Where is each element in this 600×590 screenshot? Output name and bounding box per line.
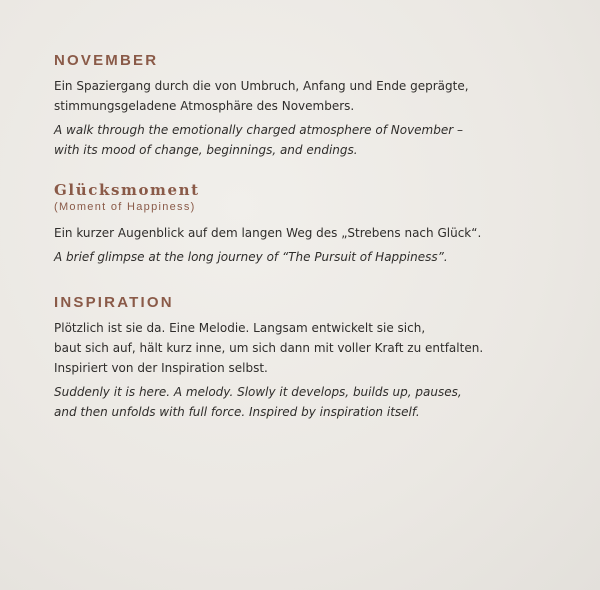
english-description: Suddenly it is here. A melody. Slowly it develops, builds up, pauses, and then unfolds with full force. Inspired by inspiration itself. [54,385,462,419]
section-title: Glücksmoment [54,181,200,199]
german-description: Ein kurzer Augenblick auf dem langen Weg des „Strebens nach Glück“. [54,226,482,240]
german-description: Ein Spaziergang durch die von Umbruch, Anfang und Ende geprägte, stimmungsgeladene Atmosphäre des Novembers. [54,79,469,113]
section-inspiration [54,294,574,422]
german-description: Plötzlich ist sie da. Eine Melodie. Langsam entwickelt sie sich, baut sich auf, hält kurz inne, um sich dann mit voller Kraft zu entfalten. Inspiriert von der Inspiration selbst. [54,321,484,375]
english-description: A brief glimpse at the long journey of “The Pursuit of Happiness”. [54,250,448,264]
section-title: INSPIRATION [54,294,174,311]
section-subtitle: (Moment of Happiness) [54,201,196,213]
english-description: A walk through the emotionally charged atmosphere of November – with its mood of change, beginnings, and endings. [54,123,463,157]
section-november [54,52,574,160]
section-title: NOVEMBER [54,52,159,69]
section-gluecksmoment [54,181,574,267]
